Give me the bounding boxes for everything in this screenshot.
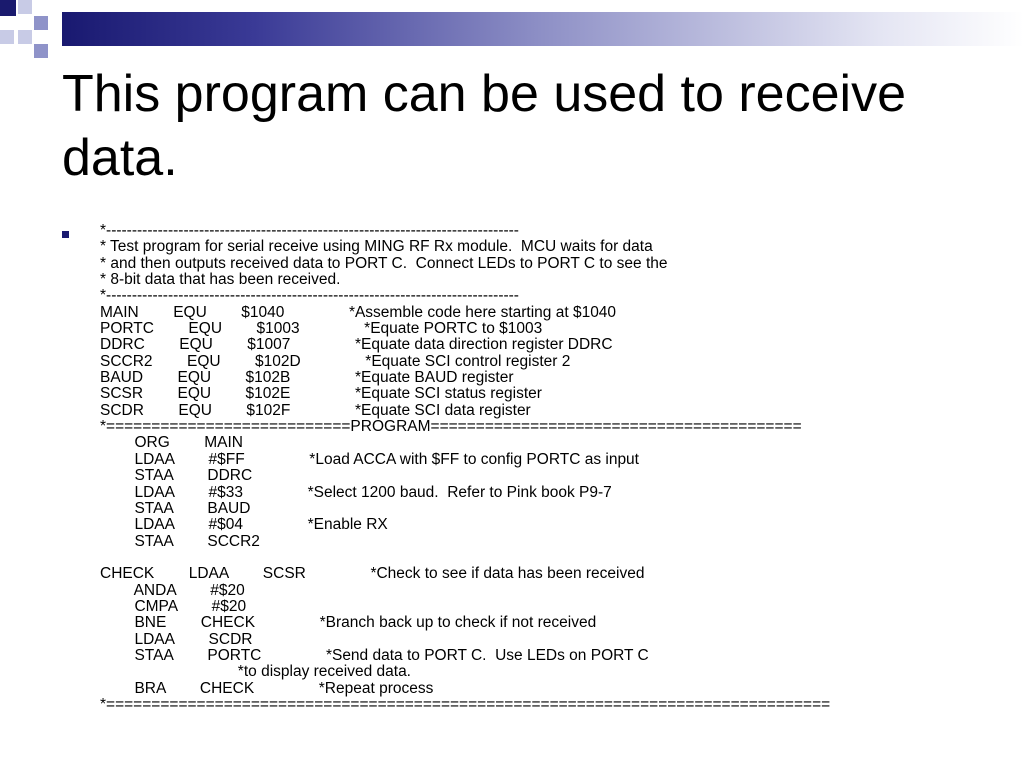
bullet-square-icon: [62, 231, 69, 238]
code-line: *to display received data.: [100, 663, 411, 681]
code-line: *===========================PROGRAM=========================================: [100, 418, 802, 436]
code-line: LDAA #$04 *Enable RX: [100, 516, 388, 534]
code-line: *================================================================================: [100, 695, 831, 713]
code-line: *--------------------------------------------------------------------------------: [100, 222, 519, 239]
code-line: STAA BAUD: [100, 499, 251, 517]
code-line: CMPA #$20: [100, 597, 247, 615]
code-line: [100, 550, 830, 566]
code-line: PORTC EQU $1003 *Equate PORTC to $1003: [100, 320, 543, 338]
code-line: * Test program for serial receive using MING RF Rx module. MCU waits for data: [100, 238, 653, 256]
code-line: BRA CHECK *Repeat process: [100, 679, 434, 697]
code-line: ANDA #$20: [100, 581, 245, 599]
code-line: BAUD EQU $102B *Equate BAUD register: [100, 369, 514, 387]
code-line: SCDR EQU $102F *Equate SCI data register: [100, 401, 531, 419]
deco-square: [34, 44, 48, 58]
code-line: CHECK LDAA SCSR *Check to see if data has been received: [100, 565, 645, 583]
code-line: SCCR2 EQU $102D *Equate SCI control register 2: [100, 352, 571, 370]
code-line: LDAA SCDR: [100, 630, 253, 648]
deco-square: [18, 0, 32, 14]
slide-title: This program can be used to receive data.: [62, 65, 906, 187]
code-line: DDRC EQU $1007 *Equate data direction register DDRC: [100, 336, 613, 354]
code-line: * 8-bit data that has been received.: [100, 271, 341, 289]
code-line: LDAA #$33 *Select 1200 baud. Refer to Pink book P9-7: [100, 483, 612, 501]
code-line: SCSR EQU $102E *Equate SCI status register: [100, 385, 542, 403]
code-line: * and then outputs received data to PORT C. Connect LEDs to PORT C to see the: [100, 254, 668, 272]
code-line: STAA SCCR2: [100, 532, 260, 550]
code-line: BNE CHECK *Branch back up to check if not received: [100, 614, 597, 632]
code-line: LDAA #$FF *Load ACCA with $FF to config PORTC as input: [100, 450, 639, 468]
code-line: *--------------------------------------------------------------------------------: [100, 287, 519, 305]
deco-square: [0, 0, 16, 16]
header-gradient-bar: [62, 12, 1024, 46]
code-line: STAA DDRC: [100, 467, 253, 485]
code-line: STAA PORTC *Send data to PORT C. Use LEDs on PORT C: [100, 646, 649, 664]
deco-square: [34, 16, 48, 30]
code-line: MAIN EQU $1040 *Assemble code here starting at $1040: [100, 303, 617, 321]
code-line: ORG MAIN: [100, 434, 243, 452]
code-listing: [100, 223, 830, 713]
deco-square: [18, 30, 32, 44]
deco-square: [0, 30, 14, 44]
